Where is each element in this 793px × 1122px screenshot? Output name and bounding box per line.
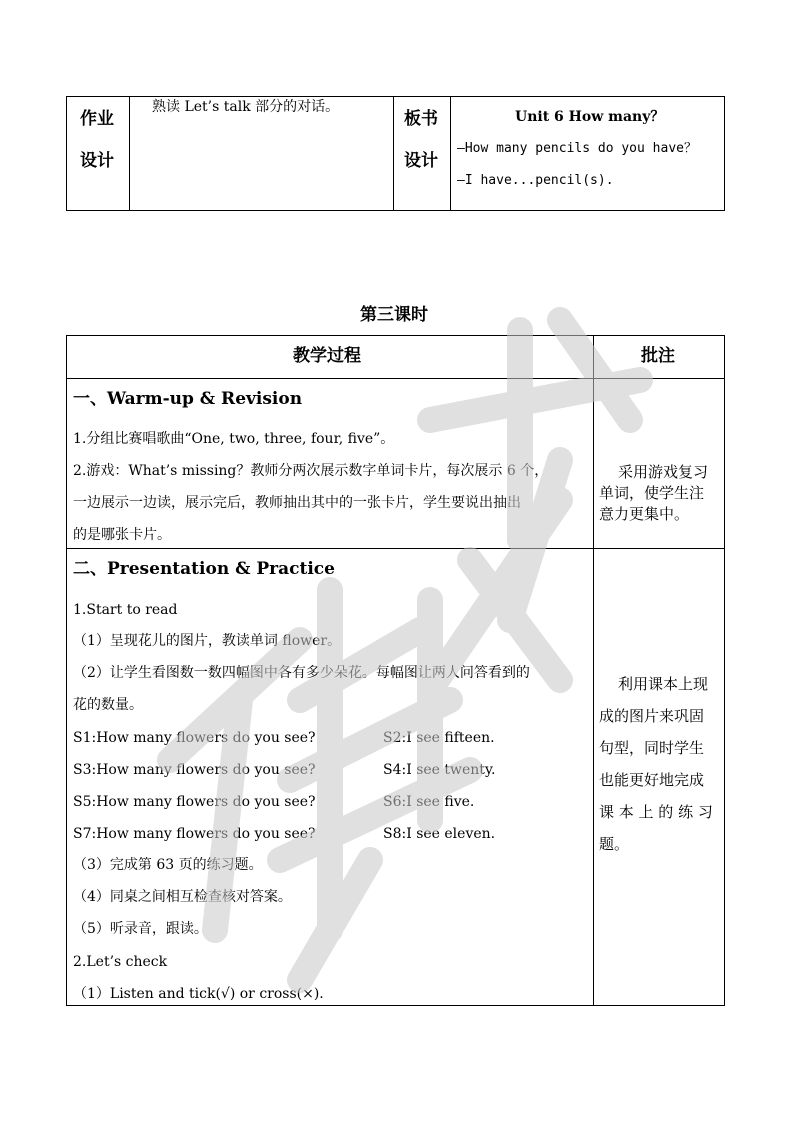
- warmup-item-2-line-2: 一边展示一边读，展示完后，教师抽出其中的一张卡片，学生要说出抽出: [73, 495, 521, 511]
- warmup-note-line-2: 单词，使学生注: [599, 484, 705, 502]
- homework-label-1: 作业: [80, 109, 114, 129]
- dialog-question: S7:How many flowers do you see?: [73, 826, 316, 842]
- board-label-1: 板书: [404, 109, 438, 129]
- warmup-note-line-1: 采用游戏复习: [618, 463, 709, 481]
- lesson-title: 第三课时: [360, 305, 428, 325]
- board-line-1: —How many pencils do you have？: [457, 141, 697, 156]
- presentation-note-line-5: 课 本 上 的 练 习: [599, 803, 713, 821]
- presentation-note-line-4: 也能更好地完成: [599, 771, 705, 789]
- dialog-answer: S8:I see eleven.: [383, 826, 496, 842]
- dialog-question: S5:How many flowers do you see?: [73, 794, 316, 810]
- step-1: （1）呈现花儿的图片，教读单词 flower。: [73, 633, 342, 649]
- step-2-line-2: 花的数量。: [73, 697, 143, 713]
- dialog-question: S1:How many flowers do you see?: [73, 730, 316, 746]
- column-header-notes: 批注: [641, 346, 675, 366]
- presentation-note-line-6: 题。: [599, 835, 630, 853]
- step-3: （3）完成第 63 页的练习题。: [73, 857, 263, 873]
- homework-text: 熟读 Let’s talk 部分的对话。: [152, 99, 340, 115]
- warmup-note-line-3: 意力更集中。: [599, 505, 690, 523]
- lets-check: 2.Let’s check: [73, 954, 168, 970]
- step-4: （4）同桌之间相互检查核对答案。: [73, 889, 292, 905]
- step-5: （5）听录音，跟读。: [73, 921, 208, 937]
- dialog-question: S3:How many flowers do you see?: [73, 762, 316, 778]
- board-line-2: —I have...pencil(s).: [457, 173, 614, 188]
- presentation-note-line-2: 成的图片来巩固: [599, 707, 705, 725]
- step-2-line-1: （2）让学生看图数一数四幅图中各有多少朵花。每幅图让两人问答看到的: [73, 665, 530, 681]
- warmup-item-1: 1.分组比赛唱歌曲“One, two, three, four, five”。: [73, 431, 395, 447]
- check-step-1: （1）Listen and tick(√) or cross(×).: [73, 986, 324, 1002]
- board-title: Unit 6 How many？: [515, 109, 665, 125]
- presentation-note-line-1: 利用课本上现: [618, 675, 709, 693]
- presentation-heading: 二、Presentation & Practice: [73, 559, 335, 579]
- presentation-note-line-3: 句型，同时学生: [599, 739, 705, 757]
- warmup-item-2-line-1: 2.游戏：What’s missing？教师分两次展示数字单词卡片，每次展示 6 个，: [73, 463, 549, 479]
- column-header-process: 教学过程: [293, 346, 361, 366]
- homework-label-2: 设计: [80, 151, 114, 171]
- dialog-answer: S4:I see twenty.: [383, 762, 496, 778]
- dialog-answer: S2:I see fifteen.: [383, 730, 495, 746]
- warmup-item-2-line-3: 的是哪张卡片。: [73, 527, 171, 543]
- dialog-answer: S6:I see five.: [383, 794, 475, 810]
- warmup-heading: 一、Warm-up & Revision: [73, 389, 303, 409]
- board-label-2: 设计: [404, 151, 438, 171]
- start-to-read: 1.Start to read: [73, 602, 178, 618]
